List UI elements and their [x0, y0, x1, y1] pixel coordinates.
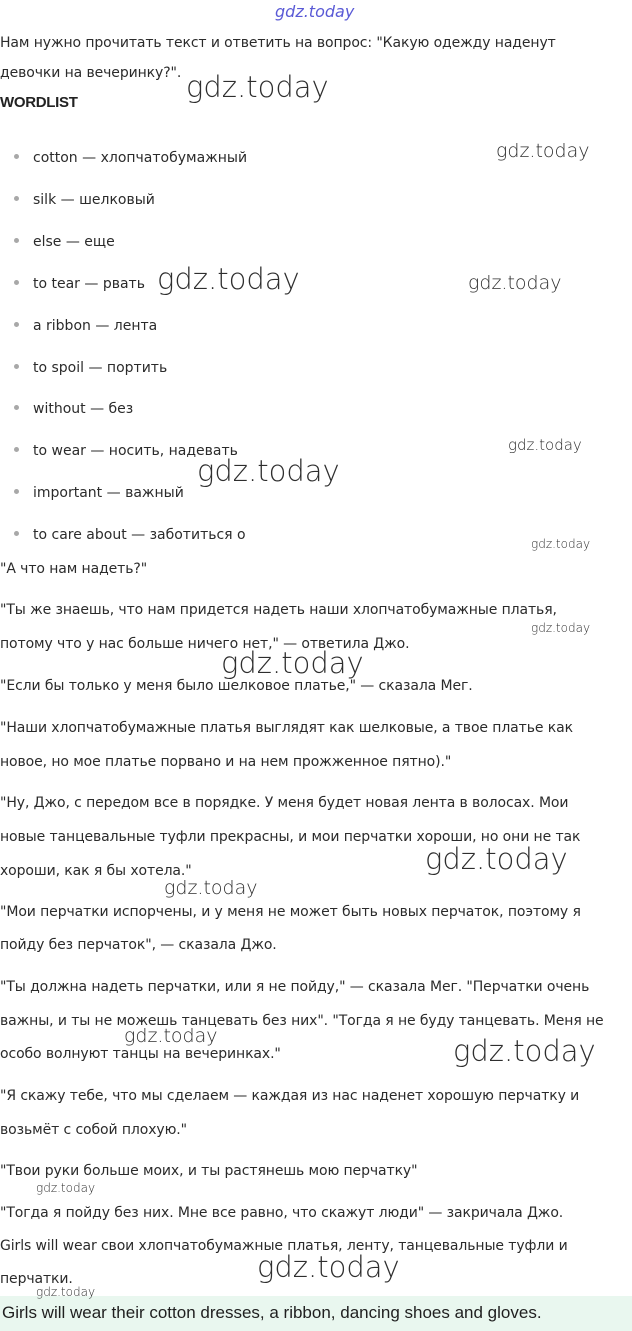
watermark: gdz.today [221, 646, 364, 680]
wordlist-heading: WORDLIST [0, 94, 78, 111]
watermark: gdz.today [531, 621, 591, 635]
list-item [14, 401, 133, 417]
watermark: gdz.today [468, 272, 562, 294]
list-item-text: to tear — рвать [33, 276, 145, 292]
paragraph-line: "Ты же знаешь, что нам придется надеть наши хлопчатобумажные платья, [0, 602, 557, 618]
paragraph-line: "Я скажу тебе, что мы сделаем — каждая из нас наденет хорошую перчатку и [0, 1088, 580, 1104]
watermark: gdz.today [508, 436, 582, 454]
list-item-text: silk — шелковый [33, 192, 155, 208]
bullet-icon [14, 447, 19, 452]
list-item [14, 485, 184, 501]
list-item [14, 276, 145, 292]
bullet-icon [14, 196, 19, 201]
watermark: gdz.today [164, 877, 258, 899]
watermark: gdz.today [531, 537, 591, 551]
list-item-text: important — важный [33, 485, 184, 501]
list-item-text: to care about — заботиться о [33, 527, 246, 543]
paragraph-line: новое, но мое платье порвано и на нем прожженное пятно)." [0, 754, 452, 770]
paragraph-line: "А что нам надеть?" [0, 561, 148, 577]
paragraph-line: возьмёт с собой плохую." [0, 1122, 187, 1138]
paragraph-line: важны, и ты не можешь танцевать без них". "Тогда я не буду танцевать. Меня не [0, 1013, 604, 1029]
watermark: gdz.today [36, 1181, 96, 1195]
list-item-text: to spoil — портить [33, 360, 168, 376]
answer-text: Girls will wear their cotton dresses, a ribbon, dancing shoes and gloves. [2, 1303, 542, 1322]
bullet-icon [14, 489, 19, 494]
watermark: gdz.today [496, 140, 590, 162]
watermark: gdz.today [257, 1250, 400, 1284]
list-item-text: cotton — хлопчатобумажный [33, 150, 248, 166]
watermark: gdz.today [124, 1025, 218, 1047]
answer-box [0, 1296, 632, 1331]
watermark: gdz.today [157, 262, 300, 296]
paragraph-line: особо волнуют танцы на вечеринках." [0, 1046, 281, 1062]
paragraph-line: потому что у нас больше ничего нет," — ответила Джо. [0, 636, 410, 652]
paragraph-line: "Твои руки больше моих, и ты растянешь мою перчатку" [0, 1163, 418, 1179]
paragraph-line: "Ты должна надеть перчатки, или я не пойду," — сказала Мег. "Перчатки очень [0, 979, 590, 995]
list-item [14, 234, 115, 250]
bullet-icon [14, 531, 19, 536]
bullet-icon [14, 405, 19, 410]
watermark: gdz.today [197, 454, 340, 488]
bullet-icon [14, 154, 19, 159]
paragraph-line: Girls will wear свои хлопчатобумажные платья, ленту, танцевальные туфли и [0, 1238, 568, 1254]
list-item [14, 150, 247, 166]
paragraph-line: "Наши хлопчатобумажные платья выглядят как шелковые, а твое платье как [0, 720, 573, 736]
bullet-icon [14, 322, 19, 327]
list-item-text: else — еще [33, 234, 115, 250]
intro-line-1: Нам нужно прочитать текст и ответить на вопрос: "Какую одежду наденут [0, 35, 556, 51]
list-item [14, 527, 246, 543]
list-item [14, 318, 157, 334]
paragraph-line: пойду без перчаток", — сказала Джо. [0, 937, 277, 953]
bullet-icon [14, 280, 19, 285]
paragraph-line: хороши, как я бы хотела." [0, 863, 192, 879]
bullet-icon [14, 238, 19, 243]
list-item-text: a ribbon — лента [33, 318, 158, 334]
watermark: gdz.today [453, 1034, 596, 1068]
list-item-text: to wear — носить, надевать [33, 443, 238, 459]
list-item [14, 360, 167, 376]
intro-line-2: девочки на вечеринку?". [0, 65, 182, 81]
list-item-text: without — без [33, 401, 134, 417]
bullet-icon [14, 364, 19, 369]
watermark: gdz.today [425, 842, 568, 876]
watermark: gdz.today [186, 70, 329, 104]
paragraph-line: "Мои перчатки испорчены, и у меня не может быть новых перчаток, поэтому я [0, 904, 581, 920]
site-logo-watermark: gdz.today [275, 2, 355, 21]
paragraph-line: перчатки. [0, 1271, 73, 1287]
watermark: gdz.today [36, 1285, 96, 1299]
paragraph-line: "Ну, Джо, с передом все в порядке. У меня будет новая лента в волосах. Мои [0, 795, 569, 811]
paragraph-line: новые танцевальные туфли прекрасны, и мои перчатки хороши, но они не так [0, 829, 581, 845]
paragraph-line: "Тогда я пойду без них. Мне все равно, что скажут люди" — закричала Джо. [0, 1205, 564, 1221]
list-item [14, 192, 155, 208]
paragraph-line: "Если бы только у меня было шелковое платье," — сказала Мег. [0, 678, 473, 694]
